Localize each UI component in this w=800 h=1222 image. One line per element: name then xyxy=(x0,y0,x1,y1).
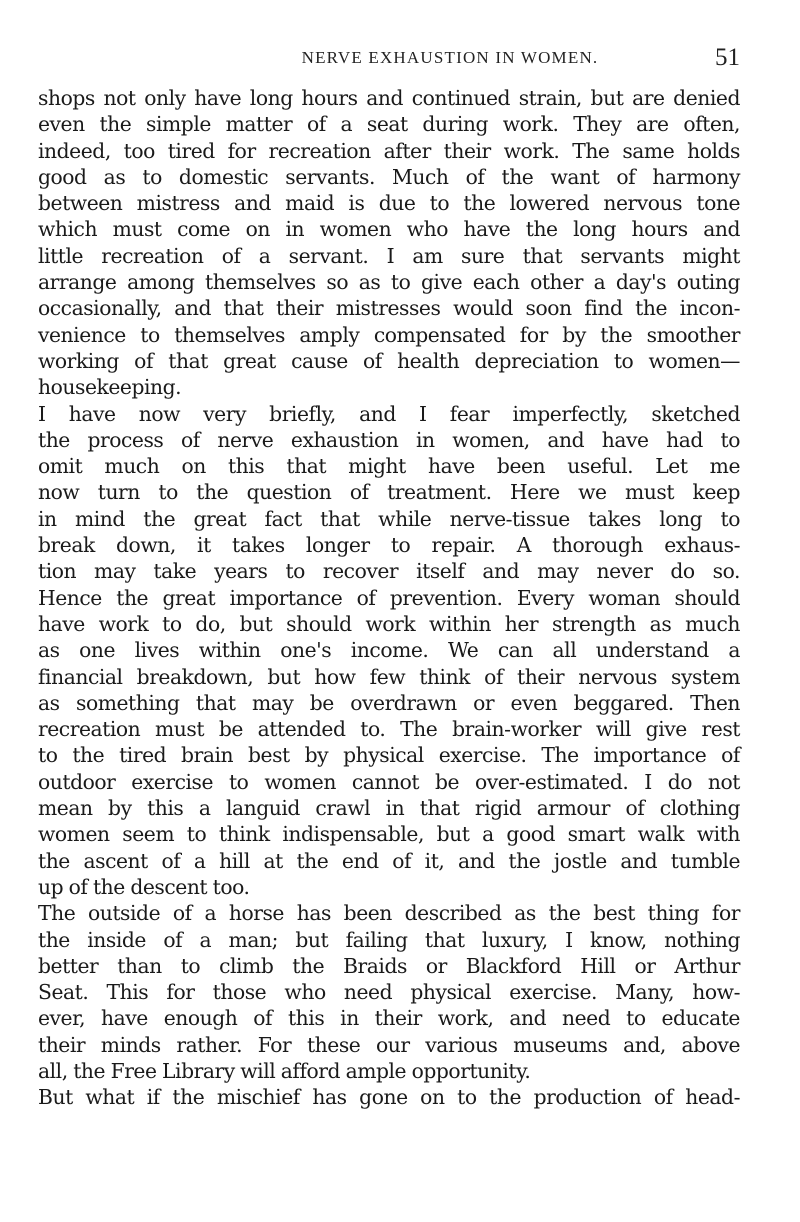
page-number: 51 xyxy=(715,44,740,71)
body-text xyxy=(38,85,740,1111)
text-line: better than to climb the Braids or Blackford Hill or Arthur xyxy=(38,953,740,978)
text-line: the inside of a man; but failing that luxury, I know, nothing xyxy=(38,927,740,952)
text-line: But what if the mischief has gone on to the production of head- xyxy=(38,1085,740,1110)
text-line: have work to do, but should work within her strength as much xyxy=(38,611,740,636)
text-line: the ascent of a hill at the end of it, and the jostle and tumble xyxy=(38,848,740,873)
text-line: the process of nerve exhaustion in women, and have had to xyxy=(38,427,740,452)
text-line: break down, it takes longer to repair. A thorough exhaus- xyxy=(38,533,740,558)
text-line: little recreation of a servant. I am sure that servants might xyxy=(38,243,740,268)
text-line: arrange among themselves so as to give each other a day's outing xyxy=(38,270,740,295)
text-line: as something that may be overdrawn or even beggared. Then xyxy=(38,690,740,715)
text-line: now turn to the question of treatment. Here we must keep xyxy=(38,480,740,505)
page-header xyxy=(40,44,740,74)
text-line: outdoor exercise to women cannot be over-estimated. I do not xyxy=(38,769,740,794)
text-line: even the simple matter of a seat during work. They are often, xyxy=(38,112,740,137)
text-line: to the tired brain best by physical exercise. The importance of xyxy=(38,743,740,768)
text-line: recreation must be attended to. The brain-worker will give rest xyxy=(38,717,740,742)
text-line: I have now very briefly, and I fear imperfectly, sketched xyxy=(38,401,740,426)
text-line: occasionally, and that their mistresses would soon find the incon- xyxy=(38,296,740,321)
running-head: NERVE EXHAUSTION IN WOMEN. xyxy=(301,48,599,67)
text-line: between mistress and maid is due to the lowered nervous tone xyxy=(38,191,740,216)
text-line: their minds rather. For these our various museums and, above xyxy=(38,1032,740,1057)
text-line: housekeeping. xyxy=(38,375,182,400)
text-line: as one lives within one's income. We can all understand a xyxy=(38,638,740,663)
text-line: omit much on this that might have been useful. Let me xyxy=(38,454,740,479)
text-line: all, the Free Library will afford ample opportunity. xyxy=(38,1058,531,1083)
text-line: Hence the great importance of prevention. Every woman should xyxy=(38,585,740,610)
text-line: ever, have enough of this in their work, and need to educate xyxy=(38,1006,740,1031)
text-line: Seat. This for those who need physical exercise. Many, how- xyxy=(38,980,740,1005)
text-line: women seem to think indispensable, but a good smart walk with xyxy=(38,822,740,847)
text-line: good as to domestic servants. Much of the want of harmony xyxy=(38,164,740,189)
text-line: in mind the great fact that while nerve-tissue takes long to xyxy=(38,506,740,531)
text-line: working of that great cause of health depreciation to women— xyxy=(38,348,740,373)
text-line: The outside of a horse has been described as the best thing for xyxy=(38,901,740,926)
text-line: shops not only have long hours and continued strain, but are denied xyxy=(38,86,740,110)
text-line: up of the descent too. xyxy=(38,874,250,899)
text-line: which must come on in women who have the long hours and xyxy=(38,217,740,242)
text-line: tion may take years to recover itself and may never do so. xyxy=(38,559,740,584)
text-line: venience to themselves amply compensated for by the smoother xyxy=(38,322,740,347)
text-line: indeed, too tired for recreation after their work. The same holds xyxy=(38,138,740,163)
text-line: mean by this a languid crawl in that rigid armour of clothing xyxy=(38,796,740,821)
text-line: financial breakdown, but how few think of their nervous system xyxy=(38,664,740,689)
